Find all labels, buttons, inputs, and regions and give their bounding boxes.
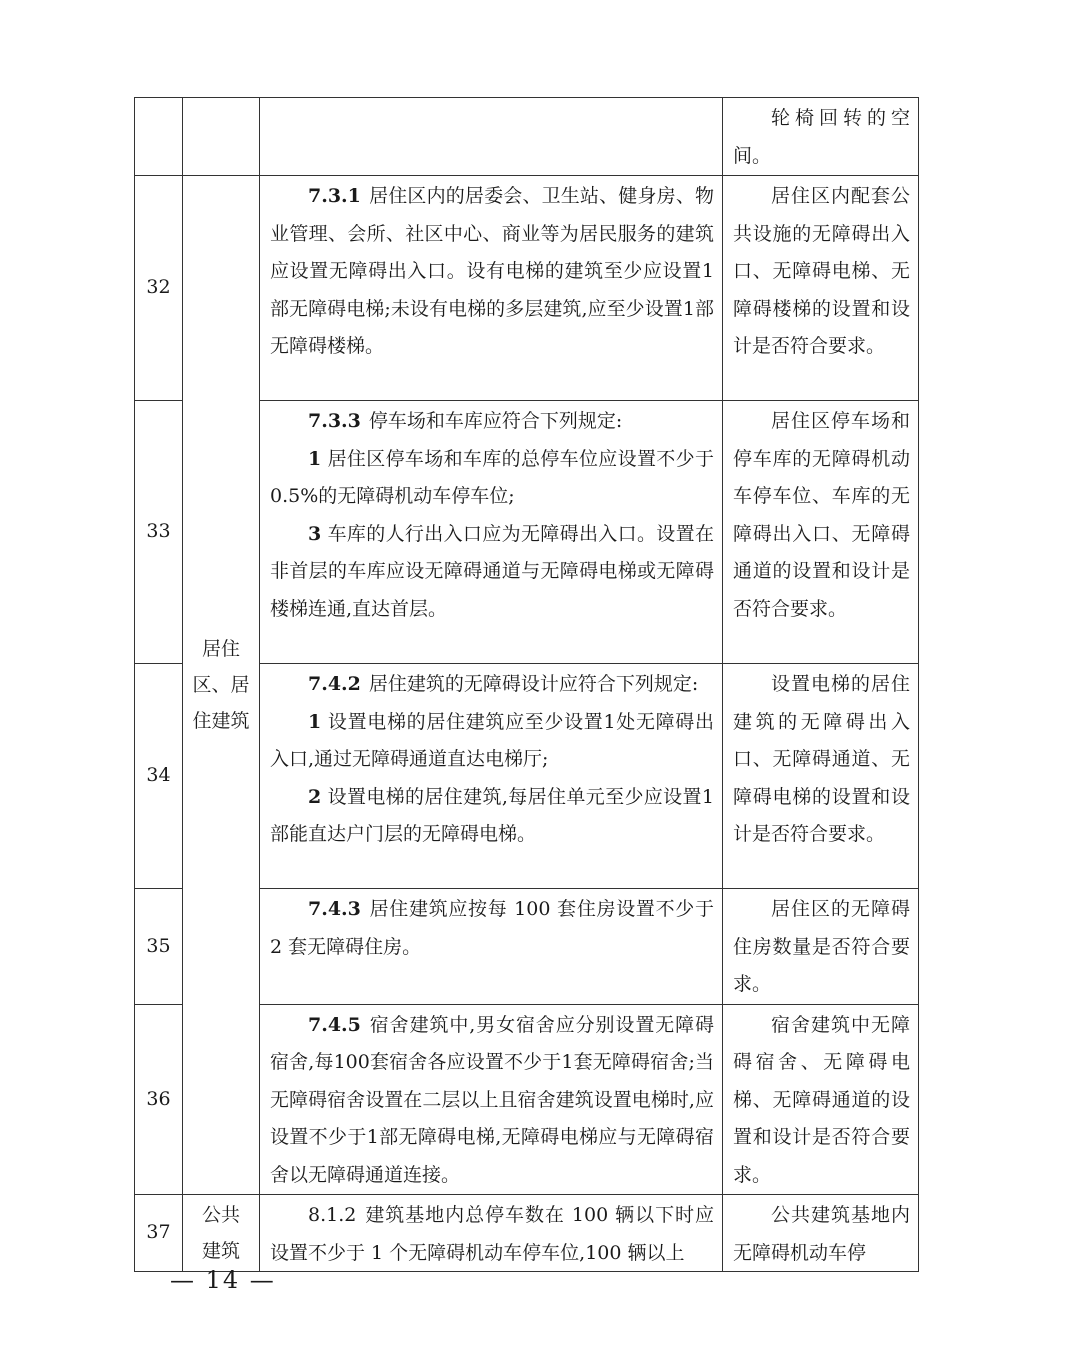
row-number: 37 (135, 1195, 183, 1272)
row-number: 35 (135, 889, 183, 1005)
clause-paragraph (270, 1197, 714, 1271)
clause-id: 7.3.3 (308, 410, 361, 432)
table-row (135, 176, 919, 401)
page-number: — 14 — (170, 1266, 276, 1294)
item-number: 3 (308, 522, 322, 545)
row-number: 36 (135, 1004, 183, 1195)
clause-id: 7.3.1 (308, 185, 361, 207)
check-text: 宿舍建筑中无障碍宿舍、无障碍电梯、无障碍通道的设置和设计是否符合要求。 (733, 1013, 910, 1186)
clause-id: 7.4.5 (308, 1013, 361, 1036)
check-cell (723, 401, 919, 664)
clause-cell (260, 401, 723, 664)
clause-item (270, 704, 714, 779)
check-text: 轮椅回转的空间。 (733, 107, 910, 167)
category-residential (183, 176, 260, 1195)
table-row (135, 98, 919, 176)
clause-cell (260, 1195, 723, 1272)
row-number: 32 (135, 176, 183, 401)
spec-table (134, 97, 919, 1272)
clause-paragraph (270, 666, 714, 704)
clause-cell (260, 889, 723, 1005)
item-number: 1 (308, 710, 322, 733)
row-number: 34 (135, 664, 183, 889)
clause-paragraph (270, 891, 714, 966)
item-text: 居住区停车场和车库的总停车位应设置不少于0.5%的无障碍机动车停车位; (270, 447, 714, 507)
clause-text: 停车场和车库应符合下列规定: (368, 410, 623, 432)
check-text: 设置电梯的居住建筑的无障碍出入口、无障碍通道、无障碍电梯的设置和设计是否符合要求。 (733, 673, 910, 845)
clause-cell (260, 98, 723, 176)
check-text: 居住区停车场和停车库的无障碍机动车停车位、车库的无障碍出入口、无障碍通道的设置和设计是否符合要求。 (733, 410, 910, 620)
clause-item (270, 516, 714, 629)
item-text: 车库的人行出入口应为无障碍出入口。设置在非首层的车库应设无障碍通道与无障碍电梯或无障碍楼梯连通,直达首层。 (270, 522, 714, 620)
clause-text: 建筑基地内总停车数在 100 辆以下时应设置不少于 1 个无障碍机动车停车位,100 辆以上 (270, 1204, 714, 1264)
table-row (135, 1195, 919, 1272)
check-cell (723, 664, 919, 889)
check-text: 居住区内配套公共设施的无障碍出入口、无障碍电梯、无障碍楼梯的设置和设计是否符合要求。 (733, 185, 910, 357)
check-text: 居住区的无障碍住房数量是否符合要求。 (733, 898, 910, 995)
item-number: 2 (308, 785, 322, 808)
item-number: 1 (308, 447, 322, 470)
clause-cell (260, 664, 723, 889)
category-public (183, 1195, 260, 1272)
row-number: 33 (135, 401, 183, 664)
check-cell (723, 176, 919, 401)
item-text: 设置电梯的居住建筑,每居住单元至少应设置1部能直达户门层的无障碍电梯。 (270, 785, 714, 845)
clause-cell (260, 1004, 723, 1195)
clause-item (270, 441, 714, 516)
clause-paragraph (270, 1007, 714, 1195)
clause-id: 8.1.2 (308, 1204, 357, 1226)
category-text: 居住区、居住建筑 (192, 638, 250, 732)
clause-id: 7.4.2 (308, 673, 361, 695)
clause-text: 居住建筑的无障碍设计应符合下列规定: (368, 673, 699, 695)
clause-item (270, 779, 714, 854)
check-cell (723, 1195, 919, 1272)
clause-text: 居住建筑应按每 100 套住房设置不少于 2 套无障碍住房。 (270, 898, 714, 958)
clause-paragraph (270, 178, 714, 366)
clause-paragraph (270, 403, 714, 441)
clause-text: 居住区内的居委会、卫生站、健身房、物业管理、会所、社区中心、商业等为居民服务的建筑应设置无障碍出入口。设有电梯的建筑至少应设置1部无障碍电梯;未设有电梯的多层建筑,应至少设置1部无障碍楼梯。 (270, 185, 714, 357)
clause-text: 宿舍建筑中,男女宿舍应分别设置无障碍宿舍,每100套宿舍各应设置不少于1套无障碍宿舍;当无障碍宿舍设置在二层以上且宿舍建筑设置电梯时,应设置不少于1部无障碍电梯,无障碍电梯应与无障碍宿舍以无障碍通道连接。 (270, 1013, 714, 1186)
num-cell (135, 98, 183, 176)
item-text: 设置电梯的居住建筑应至少设置1处无障碍出入口,通过无障碍通道直达电梯厅; (270, 710, 714, 770)
check-cell (723, 1004, 919, 1195)
category-text: 公共建筑 (201, 1204, 240, 1262)
clause-cell (260, 176, 723, 401)
check-text: 公共建筑基地内无障碍机动车停 (733, 1204, 910, 1264)
check-cell (723, 889, 919, 1005)
check-cell (723, 98, 919, 176)
clause-id: 7.4.3 (308, 898, 361, 920)
category-cell (183, 98, 260, 176)
